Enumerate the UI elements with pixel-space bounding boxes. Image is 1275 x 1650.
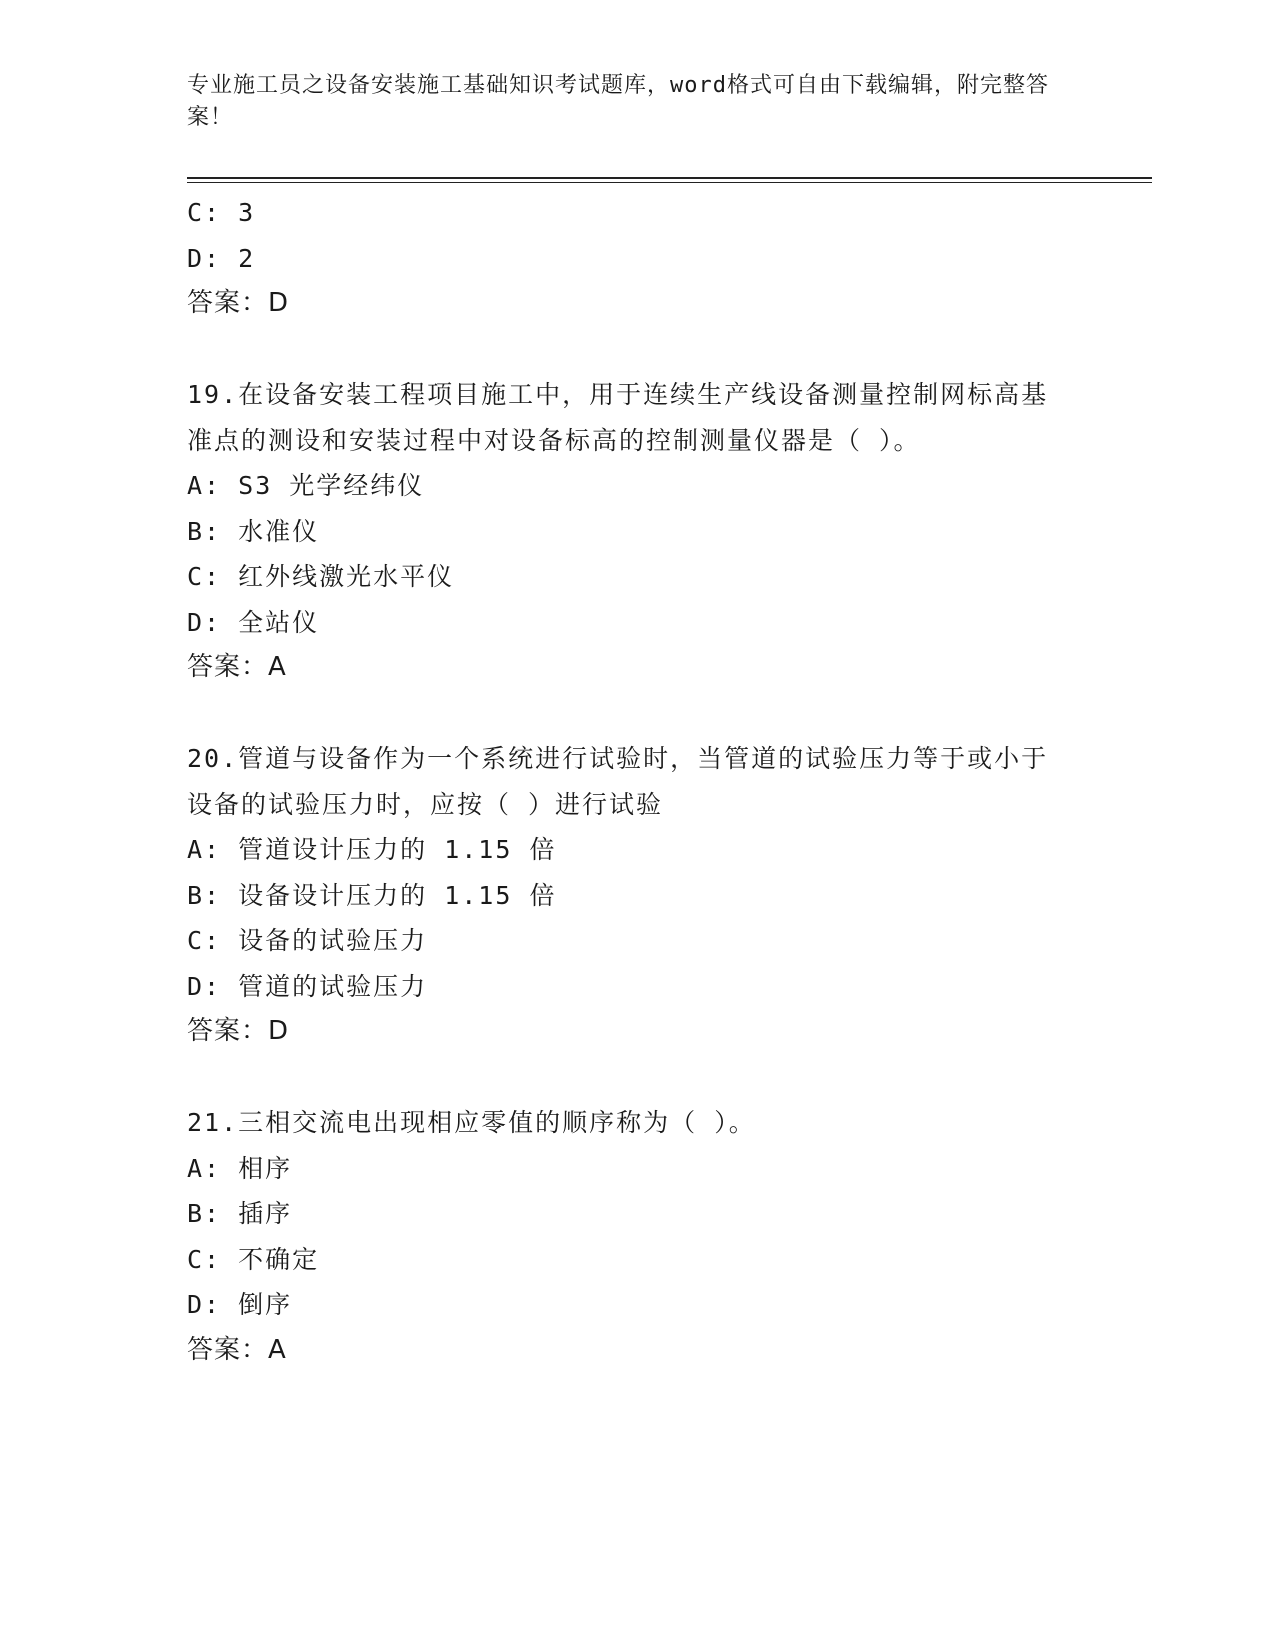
document-body	[187, 190, 1087, 1373]
option-c: C: 不确定	[187, 1244, 320, 1274]
option-a: A: S3 光学经纬仪	[187, 471, 425, 500]
page-header: 专业施工员之设备安装施工基础知识考试题库，word格式可自由下载编辑，附完整答案！	[187, 73, 1049, 130]
option-c: C: 设备的试验压力	[187, 926, 428, 955]
option-a: A: 相序	[187, 1153, 293, 1183]
question-20	[187, 736, 1087, 1055]
option-c: C: 红外线激光水平仪	[187, 562, 455, 591]
option-c: C: 3	[187, 198, 256, 227]
answer: 答案：A	[187, 1334, 287, 1365]
answer: 答案：A	[187, 652, 287, 682]
option-d: D: 全站仪	[187, 607, 320, 637]
header-divider	[187, 177, 1152, 183]
question-text: 20.管道与设备作为一个系统进行试验时，当管道的试验压力等于或小于设备的试验压力时，应按（ ）进行试验	[187, 744, 1049, 819]
question-text: 21.三相交流电出现相应零值的顺序称为（ ）。	[187, 1108, 756, 1137]
option-b: B: 设备设计压力的 1.15 倍	[187, 880, 557, 910]
question-21	[187, 1100, 1087, 1373]
option-b: B: 水准仪	[187, 516, 320, 546]
answer: 答案：D	[187, 1016, 290, 1046]
answer: 答案：D	[187, 288, 290, 318]
option-d: D: 管道的试验压力	[187, 971, 428, 1001]
option-a: A: 管道设计压力的 1.15 倍	[187, 835, 557, 864]
option-b: B: 插序	[187, 1199, 293, 1228]
question-19	[187, 372, 1087, 691]
option-d: D: 2	[187, 243, 256, 273]
question-text: 19.在设备安装工程项目施工中，用于连续生产线设备测量控制网标高基准点的测设和安装过程中对设备标高的控制测量仪器是（ ）。	[187, 380, 1049, 455]
option-d: D: 倒序	[187, 1290, 293, 1319]
